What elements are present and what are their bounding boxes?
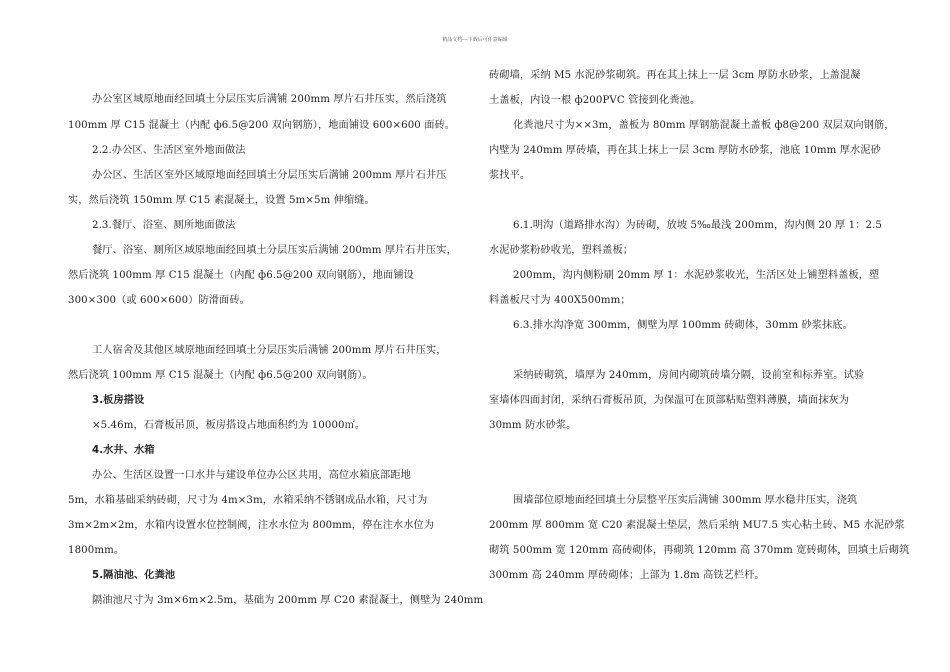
paragraph-line: 1800mm。 xyxy=(68,545,125,556)
paragraph-line: 浆找平。 xyxy=(489,170,531,181)
paragraph-line: 6.1.明沟（道路排水沟）为砖砌，放坡 5‰最浅 200mm，沟内侧 20 厚 1：2.5 xyxy=(513,220,883,231)
paragraph-line: 200mm 厚 800mm 宽 C20 素混凝土垫层，然后采纳 MU7.5 实心粘土砖、M5 水泥砂浆 xyxy=(489,520,905,531)
paragraph-line: 300mm 高 240mm 厚砖砌体；上部为 1.8m 高铁艺栏杆。 xyxy=(489,570,765,581)
paragraph-line: 砖砌墙，采纳 M5 水泥砂浆砌筑。再在其上抹上一层 3cm 厚防水砂浆，上盖混凝 xyxy=(489,70,861,81)
paragraph-line: 6.3.排水沟净宽 300mm，侧壁为厚 100mm 砖砌体，30mm 砂浆抹底。 xyxy=(513,320,853,331)
section-heading: 2.3.餐厅、浴室、厕所地面做法 xyxy=(92,220,236,231)
paragraph-line: 办公室区域原地面经回填土分层压实后满铺 200mm 厚片石井压实，然后浇筑 xyxy=(92,94,447,105)
paragraph-line: 砌筑 500mm 宽 120mm 高砖砌体，再砌筑 120mm 高 370mm 宽砖砌体，回填土后砌筑 xyxy=(489,545,910,556)
paragraph-line: 采纳砖砌筑，墙厚为 240mm，房间内砌筑砖墙分隔，设前室和标养室。试验 xyxy=(513,370,865,381)
section-heading: 3.板房搭设 xyxy=(92,395,145,406)
paragraph-line: 办公、生活区设置一口水井与建设单位办公区共用，高位水箱底部距地 xyxy=(92,470,411,481)
paragraph-line: 围墙部位原地面经回填土分层整平压实后满铺 300mm 厚水稳井压实，浇筑 xyxy=(513,495,858,506)
paragraph-line: 料盖板尺寸为 400X500mm； xyxy=(489,295,631,306)
paragraph-line: 隔油池尺寸为 3m×6m×2.5m，基础为 200mm 厚 C20 素混凝土，侧壁为 240mm xyxy=(92,595,484,606)
paragraph-line: 办公区、生活区室外区域原地面经回填土分层压实后满铺 200mm 厚片石井压 xyxy=(92,170,447,181)
paragraph-line: 餐厅、浴室、厕所区域原地面经回填土分层压实后满铺 200mm 厚片石井压实， xyxy=(92,245,457,256)
paragraph-line: 室墙体四面封闭，采纳石膏板吊顶，为保温可在顶部粘贴塑料薄膜，墙面抹灰为 xyxy=(489,395,850,406)
paragraph-line: 3m×2m×2m，水箱内设置水位控制阀，注水水位为 800mm，停在注水水位为 xyxy=(68,520,435,531)
paragraph-line: 实，然后浇筑 150mm 厚 C15 素混凝土，设置 5m×5m 伸缩缝。 xyxy=(68,195,375,206)
paragraph-line: 30mm 防水砂浆。 xyxy=(489,420,577,431)
paragraph-line: 水泥砂浆粉砂收光，塑料盖板； xyxy=(489,245,634,256)
paragraph-line: 土盖板，内设一根 ф200PVC 管接到化粪池。 xyxy=(489,95,701,106)
section-heading: 5.隔油池、化粪池 xyxy=(92,570,176,581)
paragraph-line: 100mm 厚 C15 混凝土（内配 ф6.5@200 双向钢筋），地面铺设 600×600 面砖。 xyxy=(68,120,456,131)
section-heading: 2.2.办公区、生活区室外地面做法 xyxy=(92,145,246,156)
paragraph-line: 化粪池尺寸为××3m，盖板为 80mm 厚钢筋混凝土盖板 ф8@200 双层双向钢筋， xyxy=(513,120,895,131)
section-heading: 4.水井、水箱 xyxy=(92,445,155,456)
paragraph-line: 300×300（或 600×600）防滑面砖。 xyxy=(68,295,250,306)
paragraph-line: 内壁为 240mm 厚砖墙，再在其上抹上一层 3cm 厚防水砂浆，池底 10mm 厚水泥砂 xyxy=(489,145,881,156)
paragraph-line: 200mm，沟内侧粉刷 20mm 厚 1：水泥砂浆收光，生活区处上铺塑料盖板，塑 xyxy=(513,270,880,281)
paragraph-line: 然后浇筑 100mm 厚 C15 混凝土（内配 ф6.5@200 双向钢筋），地面铺设 xyxy=(68,270,414,281)
paragraph-line: 工人宿舍及其他区域原地面经回填土分层压实后满铺 200mm 厚片石井压实， xyxy=(92,345,447,356)
paragraph-line: 然后浇筑 100mm 厚 C15 混凝土（内配 ф6.5@200 双向钢筋）。 xyxy=(68,370,373,381)
paragraph-line: ×5.46m，石膏板吊顶，板房搭设占地面积约为 10000㎡。 xyxy=(92,420,366,431)
paragraph-line: 5m，水箱基础采纳砖砌，尺寸为 4m×3m，水箱采纳不锈钢成品水箱，尺寸为 xyxy=(68,495,428,506)
page-header: 精品文档---下载后可任意编辑 xyxy=(442,37,508,43)
